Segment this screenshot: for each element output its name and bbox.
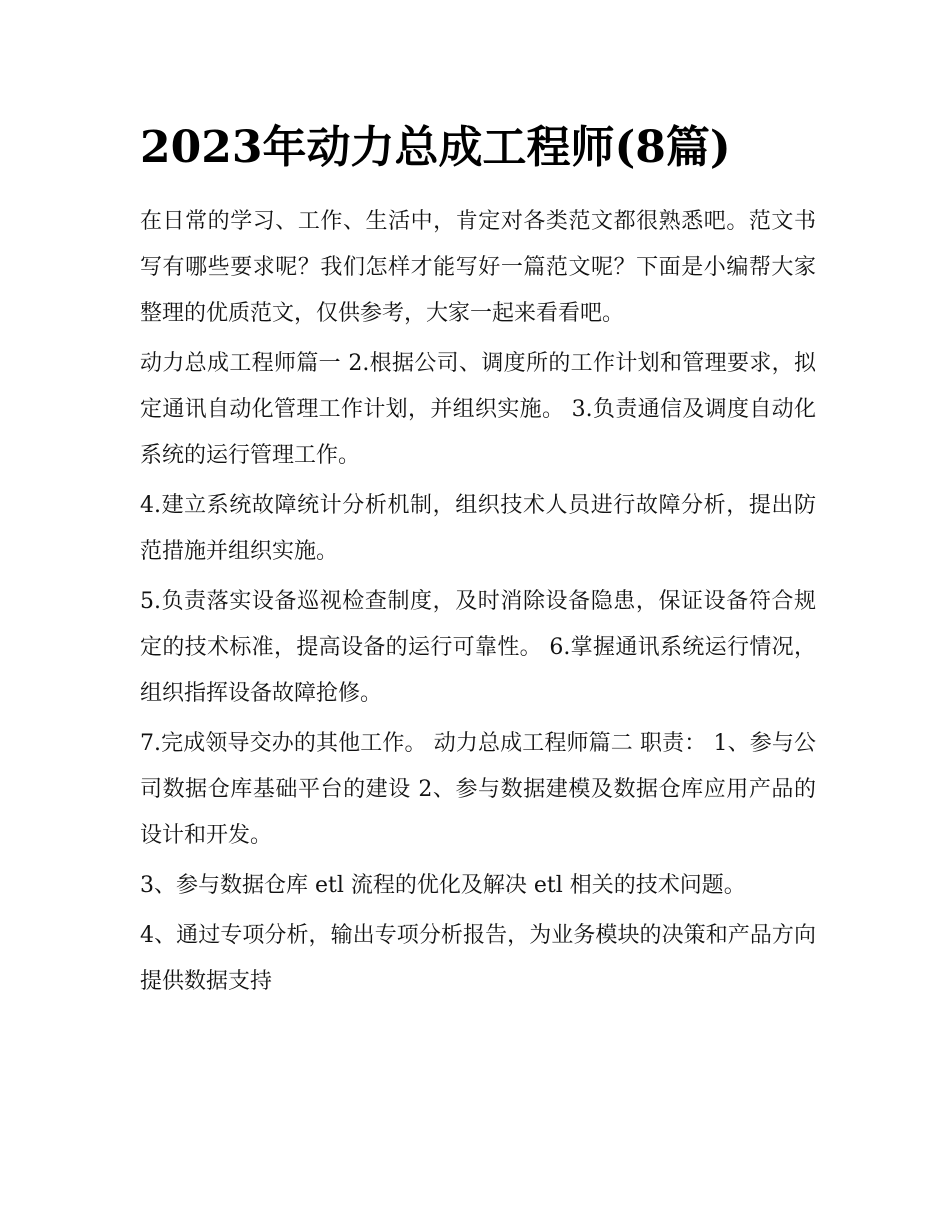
title-year: 2023 bbox=[140, 122, 263, 173]
title-suffix: 篇) bbox=[665, 122, 731, 173]
document-title bbox=[140, 118, 840, 178]
paragraph-5: 3、参与数据仓库 etl 流程的优化及解决 etl 相关的技术问题。 bbox=[140, 873, 746, 898]
title-count: (8 bbox=[614, 122, 666, 173]
title-text: 年动力总成工程师 bbox=[262, 122, 615, 173]
paragraph-intro: 在日常的学习、工作、生活中，肯定对各类范文都很熟悉吧。范文书写有哪些要求呢？我们怎样才能写好一篇范文呢？下面是小编帮大家整理的优质范文，仅供参考，大家一起来看看吧。 bbox=[140, 209, 816, 326]
paragraph-6: 4、通过专项分析，输出专项分析报告，为业务模块的决策和产品方向提供数据支持 bbox=[140, 923, 816, 994]
paragraph-2: 4.建立系统故障统计分析机制，组织技术人员进行故障分析，提出防范措施并组织实施。 bbox=[140, 493, 816, 564]
paragraph-4: 7.完成领导交办的其他工作。 动力总成工程师篇二 职责： 1、参与公司数据仓库基础平台的建设 2、参与数据建模及数据仓库应用产品的设计和开发。 bbox=[140, 731, 816, 848]
paragraph-3: 5.负责落实设备巡视检查制度，及时消除设备隐患，保证设备符合规定的技术标准，提高设备的运行可靠性。 6.掌握通讯系统运行情况，组织指挥设备故障抢修。 bbox=[140, 589, 816, 706]
document-body bbox=[140, 199, 816, 1009]
paragraph-1: 动力总成工程师篇一 2.根据公司、调度所的工作计划和管理要求，拟定通讯自动化管理工作计划，并组织实施。 3.负责通信及调度自动化系统的运行管理工作。 bbox=[140, 351, 816, 468]
